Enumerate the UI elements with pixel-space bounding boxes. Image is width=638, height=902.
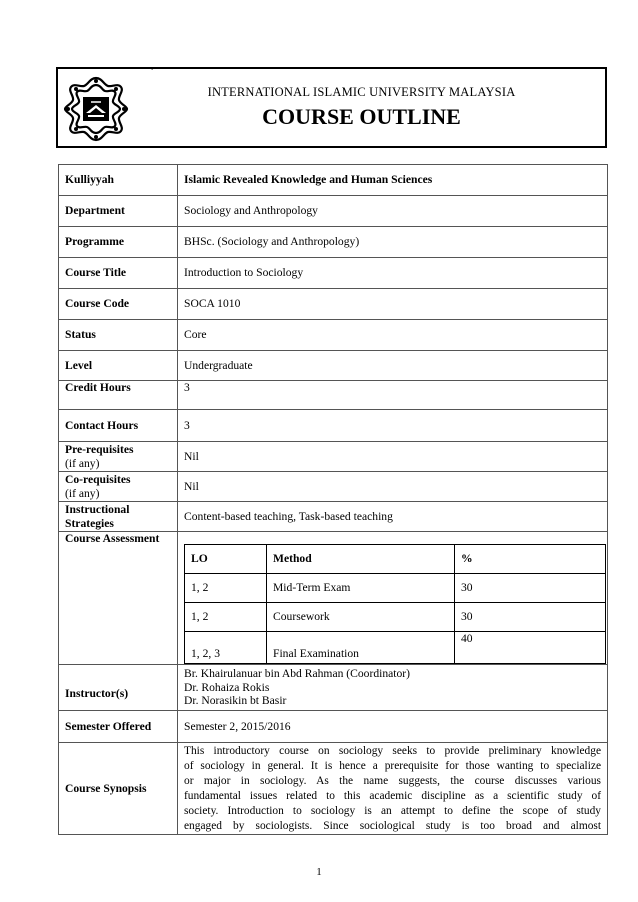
contact-hours-label: Contact Hours	[59, 410, 178, 442]
assessment-lo: 1, 2, 3	[185, 632, 267, 664]
assessment-pct: 40	[455, 632, 606, 664]
synopsis-line: society. Introduction to sociology is an attempt to define the scope of study	[184, 804, 601, 817]
course-title-value: Introduction to Sociology	[178, 258, 608, 289]
credit-hours-label: Credit Hours	[59, 381, 178, 410]
assessment-pct: 30	[455, 603, 606, 632]
assessment-row	[185, 603, 606, 632]
assessment-header-lo: LO	[185, 545, 267, 574]
synopsis-line: fundamental issues related to this academic discipline as a scientific study of	[184, 789, 601, 802]
table-row	[59, 711, 608, 743]
semester-label: Semester Offered	[59, 711, 178, 743]
table-row	[59, 410, 608, 442]
table-row	[59, 381, 608, 410]
table-row	[59, 165, 608, 196]
table-row	[59, 665, 608, 711]
assessment-header-method: Method	[267, 545, 455, 574]
course-code-label: Course Code	[59, 289, 178, 320]
assessment-method: Mid-Term Exam	[267, 574, 455, 603]
table-row	[59, 227, 608, 258]
course-info-table	[58, 164, 608, 835]
assessment-header-pct: %	[455, 545, 606, 574]
table-row	[59, 532, 608, 665]
table-row	[59, 442, 608, 472]
assessment-method: Final Examination	[267, 632, 455, 664]
department-value: Sociology and Anthropology	[178, 196, 608, 227]
corequisites-label-text: Co-requisites	[65, 473, 131, 486]
assessment-method: Coursework	[267, 603, 455, 632]
semester-value: Semester 2, 2015/2016	[178, 711, 608, 743]
synopsis-line: of sociology in general. It is hence a prerequisite for those wanting to specialize	[184, 759, 601, 772]
table-row	[59, 502, 608, 532]
credit-hours-value: 3	[178, 381, 608, 410]
assessment-lo: 1, 2	[185, 574, 267, 603]
synopsis-label: Course Synopsis	[59, 743, 178, 835]
assessment-label: Course Assessment	[59, 532, 178, 665]
instructor-name: Dr. Rohaiza Rokis	[184, 680, 270, 694]
table-row	[59, 472, 608, 502]
table-row	[59, 258, 608, 289]
synopsis-line: This introductory course on sociology seeks to provide preliminary knowledge	[184, 744, 601, 757]
department-label: Department	[59, 196, 178, 227]
assessment-row	[185, 632, 606, 664]
corequisites-sub-label: (if any)	[65, 486, 100, 500]
kulliyyah-value: Islamic Revealed Knowledge and Human Sciences	[178, 165, 608, 196]
instructional-value: Content-based teaching, Task-based teaching	[178, 502, 608, 532]
synopsis-line: or major in sociology. As the name suggests, the course discusses various	[184, 774, 601, 787]
instructors-value	[178, 665, 608, 711]
corequisites-value: Nil	[178, 472, 608, 502]
instructional-label-line1: Instructional	[65, 503, 130, 516]
kulliyyah-label: Kulliyyah	[59, 165, 178, 196]
table-row	[59, 743, 608, 835]
prerequisites-label-text: Pre-requisites	[65, 443, 134, 456]
synopsis-line: engaged by sociologists. Since sociological study is too broad and almost	[184, 819, 601, 832]
prerequisites-sub-label: (if any)	[65, 456, 100, 470]
table-row	[59, 289, 608, 320]
page-title: COURSE OUTLINE	[262, 104, 461, 129]
instructor-name: Dr. Norasikin bt Basir	[184, 694, 287, 708]
prerequisites-label	[59, 442, 178, 472]
document-header	[56, 67, 607, 148]
status-label: Status	[59, 320, 178, 351]
assessment-cell	[178, 532, 608, 665]
instructional-label	[59, 502, 178, 532]
table-row	[59, 196, 608, 227]
status-value: Core	[178, 320, 608, 351]
prerequisites-value: Nil	[178, 442, 608, 472]
programme-label: Programme	[59, 227, 178, 258]
level-value: Undergraduate	[178, 351, 608, 381]
course-title-label: Course Title	[59, 258, 178, 289]
assessment-lo: 1, 2	[185, 603, 267, 632]
synopsis-value	[178, 743, 608, 835]
programme-value: BHSc. (Sociology and Anthropology)	[178, 227, 608, 258]
table-row	[59, 351, 608, 381]
contact-hours-value: 3	[178, 410, 608, 442]
page-number: 1	[316, 866, 322, 878]
assessment-pct: 30	[455, 574, 606, 603]
stray-mark: `	[150, 67, 154, 79]
table-row	[59, 320, 608, 351]
university-name: INTERNATIONAL ISLAMIC UNIVERSITY MALAYSIA	[207, 85, 516, 99]
assessment-header-row	[185, 545, 606, 574]
course-code-value: SOCA 1010	[178, 289, 608, 320]
assessment-table	[184, 544, 606, 664]
instructor-name: Br. Khairulanuar bin Abd Rahman (Coordinator)	[184, 667, 411, 681]
assessment-row	[185, 574, 606, 603]
level-label: Level	[59, 351, 178, 381]
instructors-label: Instructor(s)	[59, 665, 178, 711]
instructional-label-line2: Strategies	[65, 516, 114, 530]
corequisites-label	[59, 472, 178, 502]
